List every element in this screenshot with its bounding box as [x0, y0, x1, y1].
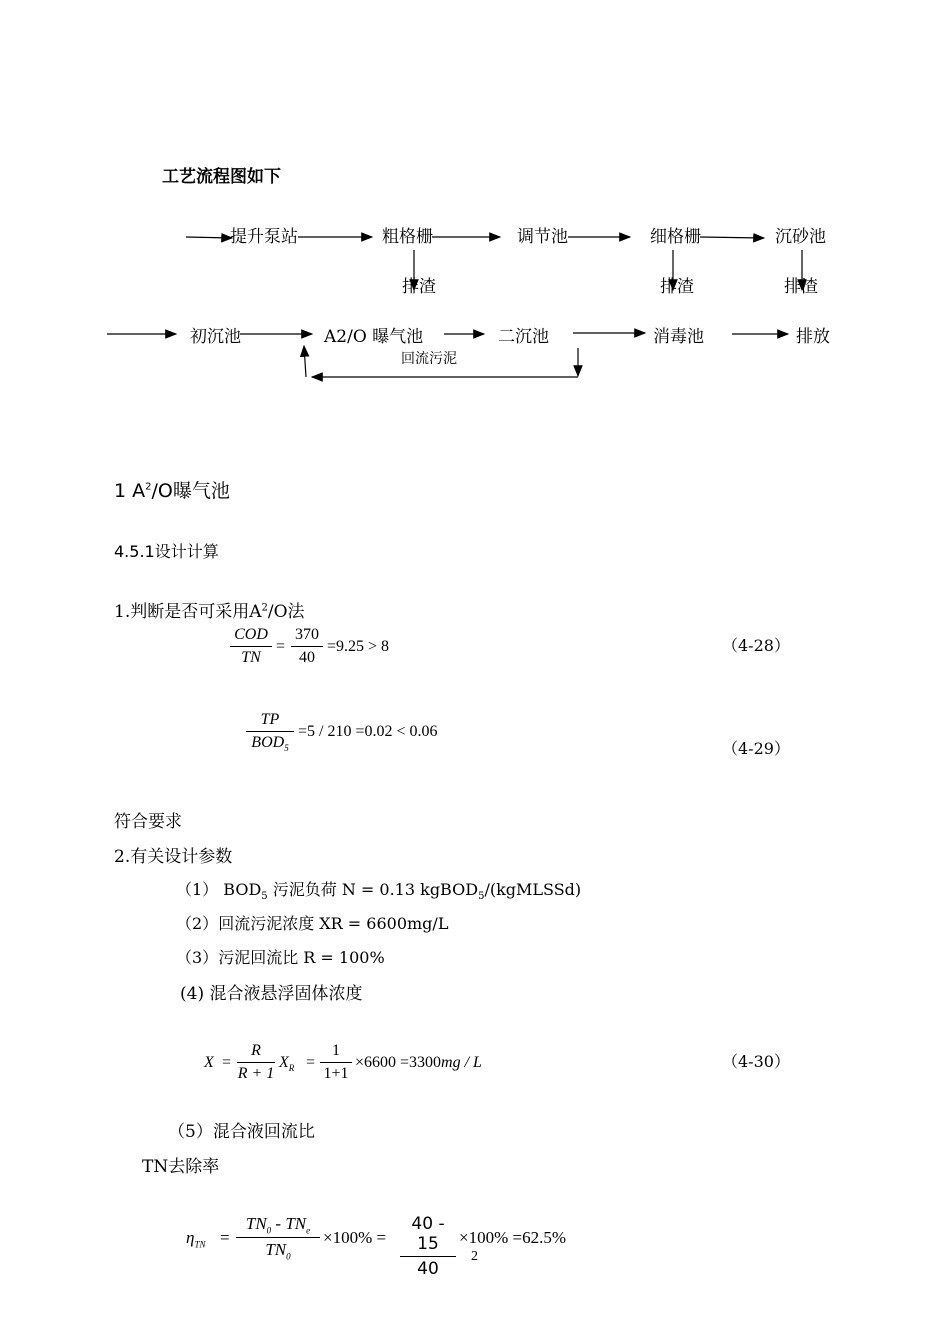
- flow-return-sludge-label: 回流污泥: [401, 351, 457, 367]
- page-number: 2: [471, 1249, 478, 1264]
- tn-removal-label: TN去除率: [142, 1157, 220, 1177]
- flow-node-pump-station: 提升泵站: [230, 227, 298, 247]
- eq28-equals: =: [276, 638, 286, 655]
- arrow-fine-to-grit: [700, 237, 764, 238]
- eq30-xr: $X_R$: [279, 1054, 295, 1074]
- flow-node-disinfection: 消毒池: [653, 327, 704, 347]
- flow-node-fine-screen: 细格栅: [650, 227, 701, 247]
- eta-fraction-2: 40 - 15 40: [400, 1214, 456, 1279]
- flow-node-coarse-screen: 粗格栅: [382, 227, 433, 247]
- flow-diagram-arrows: [0, 0, 950, 420]
- eq30-fraction-1: R R + 1: [237, 1042, 275, 1082]
- eq28-result: =9.25 > 8: [327, 638, 390, 655]
- item-2: 2.有关设计参数: [114, 847, 233, 867]
- flow-waste-3: 排渣: [784, 277, 818, 297]
- eq28-fraction-1: COD TN: [230, 626, 272, 667]
- eta-fraction-1: $TN_0 - TN_e$ $TN_0$: [236, 1214, 320, 1262]
- arrow-return-up: [304, 346, 306, 377]
- eq28-label: （4-28）: [722, 636, 790, 655]
- param-3: （3）污泥回流比 R = 100%: [176, 948, 385, 967]
- eta-mid: ×100% =: [323, 1228, 387, 1247]
- flow-node-grit-chamber: 沉砂池: [775, 227, 826, 247]
- eta-result: ×100% =62.5%: [459, 1228, 566, 1247]
- param-2: （2）回流污泥浓度 XR = 6600mg/L: [176, 914, 449, 933]
- section-title: 1 $A^2/O$曝气池: [114, 480, 230, 502]
- eq30-equals: =: [222, 1054, 232, 1071]
- flow-node-a2o-tank: A2/O 曝气池: [324, 327, 424, 347]
- eta-lhs: $\eta_{TN}$: [186, 1228, 206, 1250]
- arrow-into-pump: [186, 237, 232, 238]
- eq30-label: （4-30）: [722, 1052, 790, 1071]
- eq28-fraction-2: 370 40: [291, 626, 323, 667]
- flow-heading: 工艺流程图如下: [162, 167, 281, 187]
- flow-node-primary-clarifier: 初沉池: [190, 327, 241, 347]
- eq30-fraction-2: 1 1+1: [320, 1042, 352, 1083]
- eq29-label: （4-29）: [722, 739, 790, 758]
- param-5: （5）混合液回流比: [168, 1122, 315, 1142]
- flow-node-secondary-clarifier: 二沉池: [498, 327, 549, 347]
- flow-node-adjust-tank: 调节池: [517, 227, 568, 247]
- param-4: (4) 混合液悬浮固体浓度: [180, 984, 363, 1004]
- flow-waste-1: 排渣: [402, 277, 436, 297]
- param-1: （1） $BOD_5$ 污泥负荷 N = 0.13 kgBOD$_5$/(kgMLSSd): [176, 880, 582, 903]
- eq30-equals-2: =: [306, 1054, 316, 1071]
- eq29-result: =5 / 210 =0.02 < 0.06: [298, 723, 438, 740]
- subsection-title: 4.5.1设计计算: [114, 542, 219, 561]
- eq29-fraction: TP $BOD_5$: [246, 711, 294, 753]
- item-1: 1.判断是否可采用$A^2/O$法: [114, 602, 305, 622]
- meets-requirement: 符合要求: [114, 812, 182, 832]
- flow-waste-2: 排渣: [660, 277, 694, 297]
- eq30-result: ×6600 =3300mg / L: [355, 1054, 482, 1071]
- eq30-lhs: X: [204, 1054, 214, 1071]
- eta-equals: =: [220, 1228, 230, 1247]
- flow-node-discharge: 排放: [796, 327, 830, 347]
